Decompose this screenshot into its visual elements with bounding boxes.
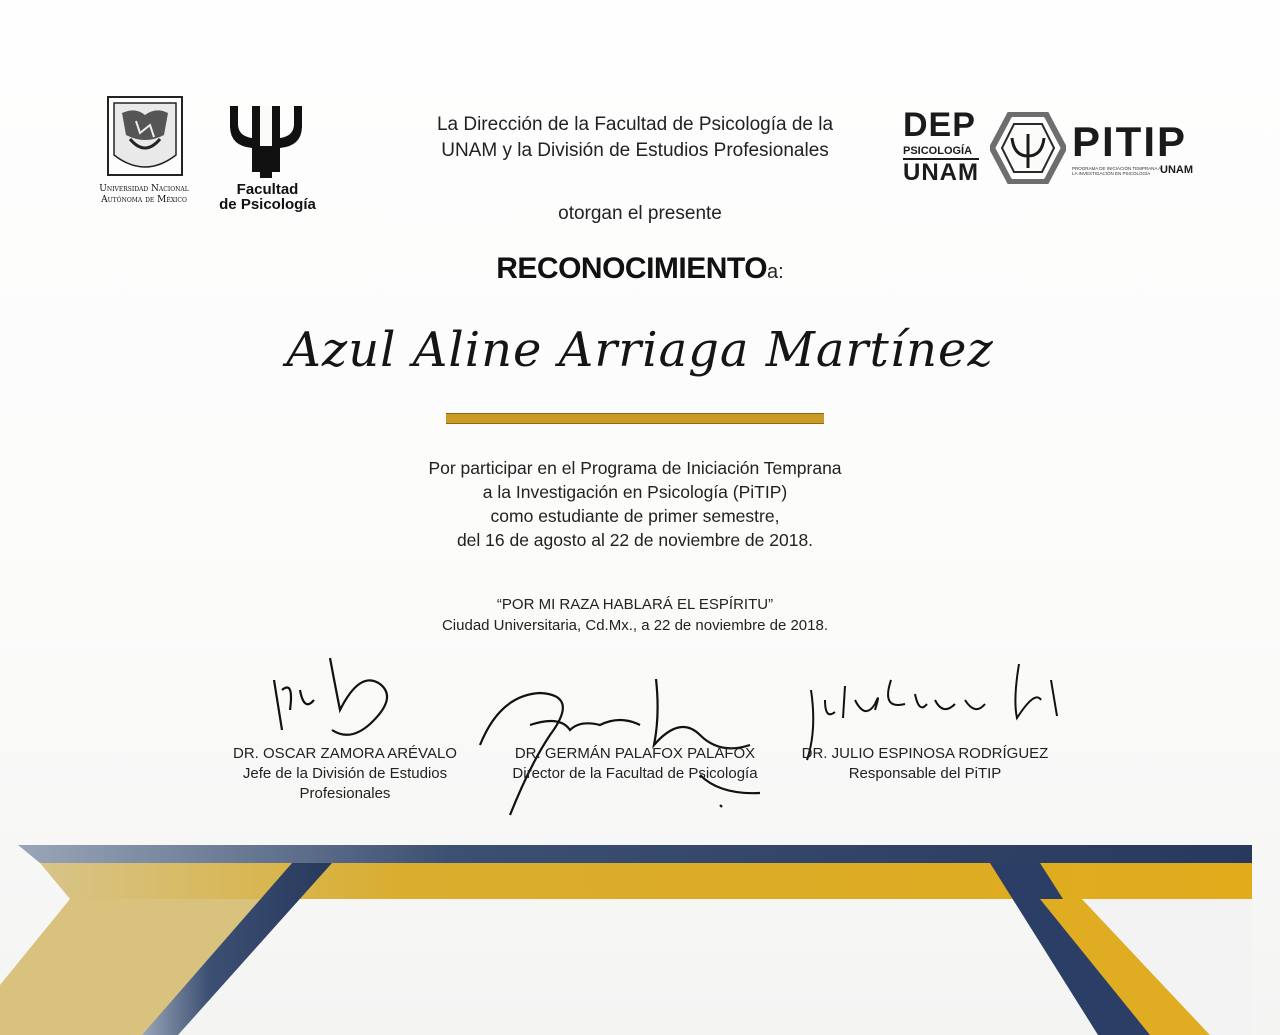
psi-trident-logo xyxy=(226,102,306,180)
dep-line2: PSICOLOGÍA xyxy=(903,144,979,160)
signatory-1-name: DR. OSCAR ZAMORA ARÉVALO xyxy=(233,745,457,762)
signatory-3 xyxy=(790,744,1060,784)
signatory-1 xyxy=(215,744,475,804)
recipient-name: Azul Aline Arriaga Martínez xyxy=(286,322,994,378)
dep-line1: DEP xyxy=(903,106,976,144)
unam-label: Universidad Nacional Autónoma de México xyxy=(99,184,189,205)
pitip-unam: UNAM xyxy=(1160,164,1193,176)
signatory-2-name: DR. GERMÁN PALAFOX PALAFOX xyxy=(514,745,756,762)
title-suffix: a: xyxy=(767,261,784,283)
pitip-subtitle: PROGRAMA DE INICIACIÓN TEMPRANA A LA INVESTIGACIÓN EN PSICOLOGÍA xyxy=(1072,166,1161,176)
signatory-2-role-line1: Director de la Facultad de Psicología xyxy=(512,765,758,782)
pitip-hexagon-logo xyxy=(990,112,1066,184)
body-line2: a la Investigación en Psicología (PiTIP) xyxy=(482,482,788,502)
body-line3: como estudiante de primer semestre, xyxy=(490,506,780,526)
body-line1: Por participar en el Programa de Iniciación Temprana xyxy=(428,458,842,478)
decorative-band xyxy=(0,835,1280,1035)
certificate-title xyxy=(420,252,860,286)
dep-line3: UNAM xyxy=(903,159,979,186)
motto-quote: “POR MI RAZA HABLARÁ EL ESPÍRITU” xyxy=(496,596,774,613)
issuer-line2: UNAM y la División de Estudios Profesionales xyxy=(441,140,829,161)
facultad-label-line1: Facultad xyxy=(236,181,299,198)
title-main: RECONOCIMIENTO xyxy=(496,252,768,285)
unam-seal-logo xyxy=(100,95,190,181)
facultad-label-line2: de Psicología xyxy=(219,196,316,213)
certificate-body xyxy=(370,456,900,552)
issuer-line1: La Dirección de la Facultad de Psicología de la xyxy=(436,114,834,135)
grant-text: otorgan el presente xyxy=(558,203,722,224)
dep-logo xyxy=(903,108,979,186)
signatory-1-role-line2: Profesionales xyxy=(299,785,391,802)
issuer-heading xyxy=(380,112,890,164)
body-line4: del 16 de agosto al 22 de noviembre de 2018. xyxy=(456,530,814,550)
gold-divider xyxy=(446,413,824,424)
signatory-3-name: DR. JULIO ESPINOSA RODRÍGUEZ xyxy=(801,745,1049,762)
pitip-title: PITIP xyxy=(1072,118,1188,165)
signatory-2 xyxy=(490,744,780,784)
place-date: Ciudad Universitaria, Cd.Mx., a 22 de noviembre de 2018. xyxy=(441,617,829,634)
signatory-3-role-line1: Responsable del PiTIP xyxy=(848,765,1002,782)
signatory-1-role-line1: Jefe de la División de Estudios xyxy=(242,765,448,782)
signature-zamora xyxy=(260,650,410,750)
motto-block xyxy=(400,594,870,636)
facultad-label xyxy=(205,182,330,212)
